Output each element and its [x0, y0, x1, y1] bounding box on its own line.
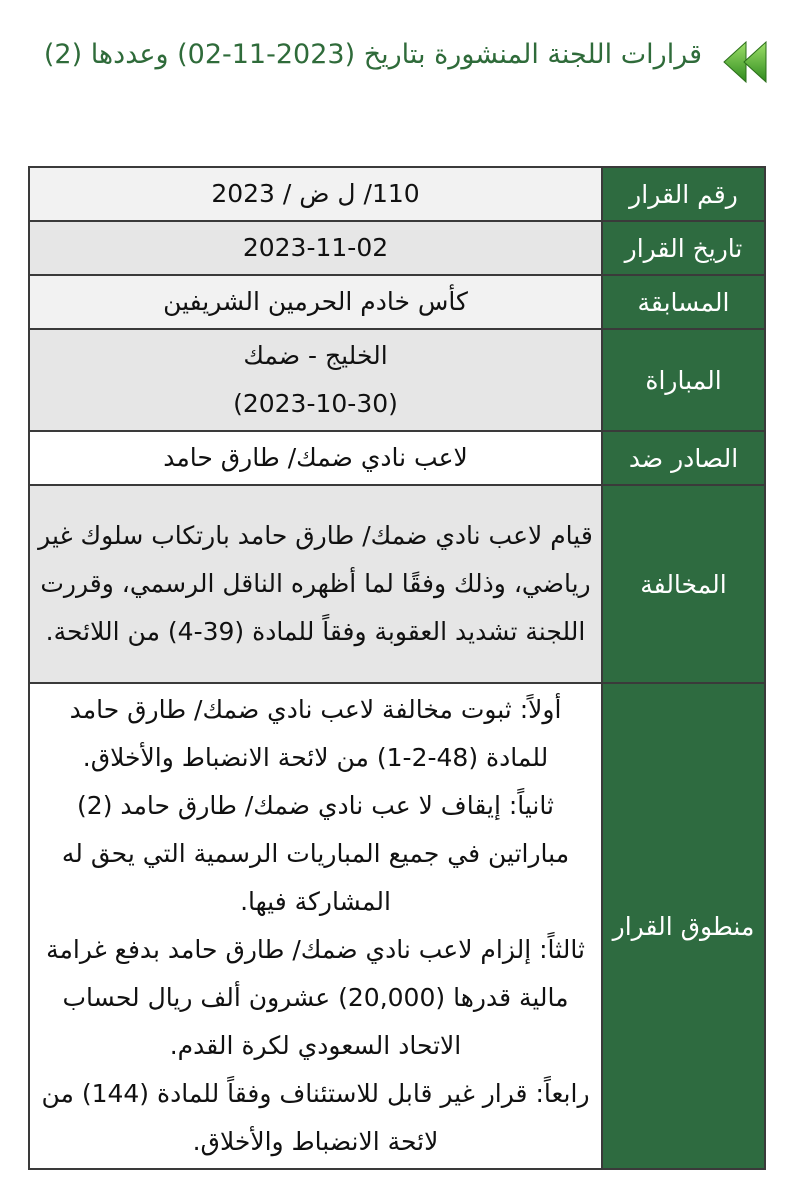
match-date: (2023-10-30)	[233, 389, 398, 418]
row-decision-date	[29, 221, 765, 275]
label-decision-date: تاريخ القرار	[602, 221, 765, 275]
row-competition	[29, 275, 765, 329]
value-verdict	[29, 683, 602, 1169]
label-match: المباراة	[602, 329, 765, 431]
value-match	[29, 329, 602, 431]
row-violation	[29, 485, 765, 683]
row-match	[29, 329, 765, 431]
double-arrow-left-icon	[720, 36, 772, 88]
verdict-item: رابعاً: قرار غير قابل للاستئناف وفقاً للمادة (144) من لائحة الانضباط والأخلاق.	[41, 1079, 590, 1156]
value-decision-number: 110/ ل ض / 2023	[29, 167, 602, 221]
verdict-item: ثانياً: إيقاف لا عب نادي ضمك/ طارق حامد (2) مباراتين في جميع المباريات الرسمية التي يحق له المشاركة فيها.	[61, 791, 570, 916]
label-issued-against: الصادر ضد	[602, 431, 765, 485]
value-violation: قيام لاعب نادي ضمك/ طارق حامد بارتكاب سلوك غير رياضي، وذلك وفقًا لما أظهره الناقل الرسمي، وقررت اللجنة تشديد العقوبة وفقاً للمادة (39-4) من اللائحة.	[29, 485, 602, 683]
verdict-item: ثالثاً: إلزام لاعب نادي ضمك/ طارق حامد بدفع غرامة مالية قدرها (20,000) عشرون ألف ريال لحساب الاتحاد السعودي لكرة القدم.	[46, 935, 585, 1060]
value-decision-date: 2023-11-02	[29, 221, 602, 275]
verdict-item: أولاً: ثبوت مخالفة لاعب نادي ضمك/ طارق حامد للمادة (48-2-1) من لائحة الانضباط والأخلاق.	[69, 695, 562, 772]
label-violation: المخالفة	[602, 485, 765, 683]
value-issued-against: لاعب نادي ضمك/ طارق حامد	[29, 431, 602, 485]
page-title: قرارات اللجنة المنشورة بتاريخ (2023-11-02) وعددها (2)	[43, 39, 702, 70]
match-teams: الخليج - ضمك	[243, 341, 388, 370]
value-competition: كأس خادم الحرمين الشريفين	[29, 275, 602, 329]
label-competition: المسابقة	[602, 275, 765, 329]
row-issued-against	[29, 431, 765, 485]
row-decision-number	[29, 167, 765, 221]
decision-table	[28, 166, 766, 1170]
page-header	[28, 30, 772, 88]
label-verdict: منطوق القرار	[602, 683, 765, 1169]
row-verdict	[29, 683, 765, 1169]
label-decision-number: رقم القرار	[602, 167, 765, 221]
